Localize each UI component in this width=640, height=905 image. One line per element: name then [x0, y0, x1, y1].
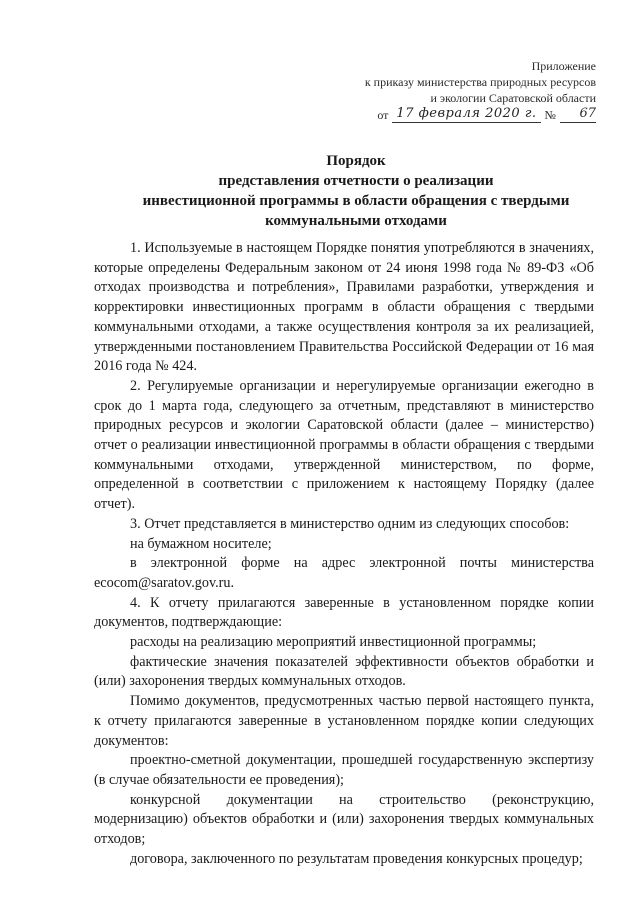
- paragraph-4-item-indicators: фактические значения показателей эффективности объектов обработки и (или) захоронения твердых коммунальных отходов.: [94, 653, 594, 690]
- document-item-tender: конкурсной документации на строительство (реконструкцию, модернизацию) объектов обработки и (или) захоронения твердых коммунальных отходов;: [94, 791, 594, 848]
- title-line-4: коммунальными отходами: [265, 213, 447, 229]
- handwritten-number: 67: [560, 106, 596, 123]
- paragraph-1: 1. Используемые в настоящем Порядке понятия употребляются в значениях, которые определены Федеральным законом от 24 июня 1998 года № 89-ФЗ «Об отходах производства и потребления», Правилами разработки, утверждения и корректировки инвестиционных программ в области обращения с твердыми коммунальными отходами, а также осуществления контроля за их реализацией, утвержденными постановлением Правительства Российской Федерации от 16 мая 2016 года № 424.: [94, 240, 594, 375]
- paragraph-3-option-paper: на бумажном носителе;: [130, 535, 272, 552]
- document-body: [94, 239, 594, 870]
- appendix-line-2: к приказу министерства природных ресурсов: [364, 75, 596, 89]
- number-prefix: №: [544, 108, 556, 122]
- paragraph-3-option-email: в электронной форме на адрес электронной почты министерства ecocom@saratov.gov.ru.: [94, 555, 594, 591]
- title-line-2: представления отчетности о реализации: [218, 173, 494, 189]
- document-item-project: проектно-сметной документации, прошедшей государственную экспертизу (в случае обязательности ее проведения);: [94, 752, 594, 788]
- paragraph-2: 2. Регулируемые организации и нерегулируемые организации ежегодно в срок до 1 марта года, следующего за отчетным, представляют в министерство природных ресурсов и экологии Саратовской области (далее – министерство) отчет о реализации инвестиционной программы в области обращения с твердыми коммунальными отходами, утвержденной министерством, по форме, определенной в соответствии с приложением к настоящему Порядку (далее отчет).: [94, 377, 594, 513]
- handwritten-date: 17 февраля 2020 г.: [392, 106, 540, 123]
- title-line-1: Порядок: [326, 153, 386, 169]
- document-title: [96, 151, 616, 231]
- paragraph-4-item-expenses: расходы на реализацию мероприятий инвестиционной программы;: [130, 634, 537, 651]
- title-line-3: инвестиционной программы в области обращения с твердыми: [142, 193, 570, 209]
- paragraph-additional-documents: Помимо документов, предусмотренных частью первой настоящего пункта, к отчету прилагаются заверенные в установленном порядке копии следующих документов:: [94, 693, 594, 749]
- date-prefix: от: [377, 108, 389, 122]
- appendix-line-1: Приложение: [531, 59, 596, 73]
- paragraph-3: 3. Отчет представляется в министерство одним из следующих способов:: [130, 515, 570, 532]
- paragraph-4: 4. К отчету прилагаются заверенные в установленном порядке копии документов, подтверждающие:: [94, 594, 594, 631]
- appendix-line-3: и экологии Саратовской области: [430, 91, 596, 105]
- appendix-date-line: [377, 106, 596, 123]
- appendix-header: [365, 58, 596, 123]
- document-item-contract: договора, заключенного по результатам проведения конкурсных процедур;: [130, 850, 583, 867]
